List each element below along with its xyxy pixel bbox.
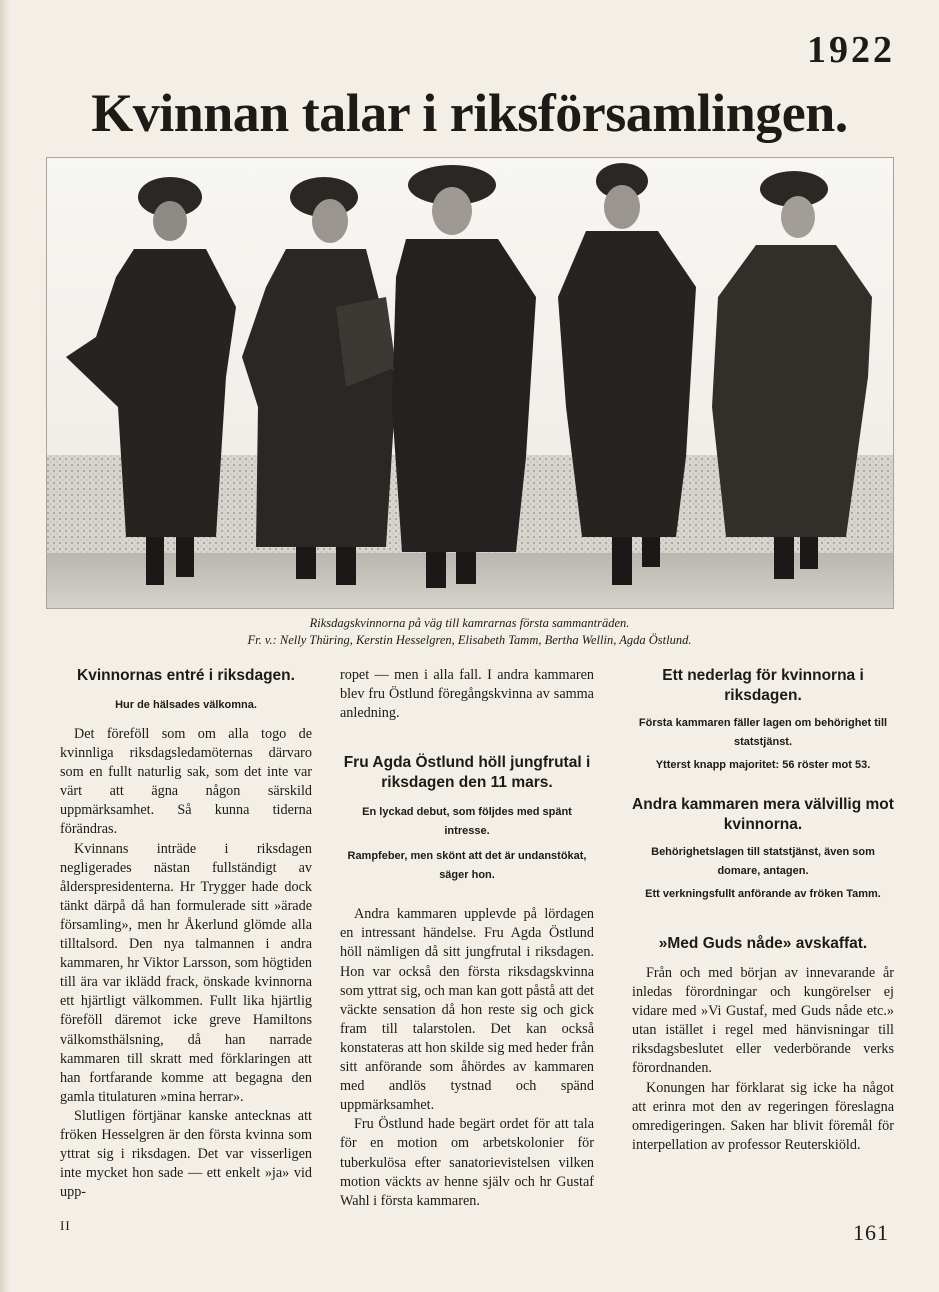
column-2 xyxy=(340,666,594,1211)
col2-heading: Fru Agda Östlund höll jungfrutal i riksdagen den 11 mars. xyxy=(343,754,591,792)
column-1 xyxy=(60,666,312,1202)
col3-sub-1b: Ytterst knapp majoritet: 56 röster mot 53. xyxy=(655,759,871,771)
folio-left: II xyxy=(60,1218,71,1233)
col2-sub-2: Rampfeber, men skönt att det är undanstökat, säger hon. xyxy=(347,850,587,882)
col3-heading-1: Ett nederlag för kvinnorna i riksdagen. xyxy=(662,667,864,704)
caption-line-1: Riksdagskvinnorna på väg till kamrarnas första sammanträden. xyxy=(309,616,630,630)
col3-paragraph-2: Konungen har förklarat sig icke ha något att erinra mot den av regeringen föreslagna omredigeringen. Saken har blivit föremål för interpellation av professor Reuterskiöld. xyxy=(632,1079,894,1153)
page-number: 161 xyxy=(853,1220,889,1245)
col2-paragraph-2: Fru Östlund hade begärt ordet för att tala för en motion om arbetskolonier för tuberkulösa efter sanatorievistelsen vilken motion väckts av henne själv och hr Gustaf Wahl i första kammaren. xyxy=(340,1116,594,1209)
col1-heading: Kvinnornas entré i riksdagen. xyxy=(77,667,295,684)
page-headline: Kvinnan talar i riksförsamlingen. xyxy=(91,83,848,143)
photograph xyxy=(46,157,894,609)
col2-sub-1: En lyckad debut, som följdes med spänt intresse. xyxy=(362,806,572,838)
photo-caption xyxy=(0,615,939,649)
col1-paragraph-3: Slutligen förtjänar kanske antecknas att fröken Hesselgren är den första kvinna som yttrat sig i riksdagen. Det var visserligen inte mycket hon sade — ett enkelt »ja» vid upp- xyxy=(60,1107,312,1201)
col2-paragraph-1: Andra kammaren upplevde på lördagen en intressant händelse. Fru Agda Östlund höll nämligen då sitt jungfrutal i riksdagen. Hon var också den första riksdagskvinna som yttrat sig, och man kan gott påstå att det väckte sensation då hon reste sig och gick fram till talarstolen. Det kan också konstateras att hon skilde sig med heder från sitt anförande som åhördes av kammaren med andlös tystnad och spänd uppmärksamhet. xyxy=(340,906,594,1114)
col3-heading-2: Andra kammaren mera välvillig mot kvinnorna. xyxy=(632,796,894,833)
col2-lead: ropet — men i alla fall. I andra kammaren blev fru Östlund föregångskvinna av samma anledning. xyxy=(340,667,594,722)
year-label: 1922 xyxy=(807,29,895,71)
col3-paragraph-1: Från och med början av innevarande år inledas förordningar och kungörelser ej vidare med »Vi Gustaf, med Guds nåde etc.» utan istället i regel med hänvisningar till riksdagsbeslutet eller vederbörande verks förordnanden. xyxy=(632,965,894,1077)
col1-paragraph-2: Kvinnans inträde i riksdagen negligerades nästan fullständigt av ålderspresidenterna. Hr Trygger hade dock tänkt därpå då han formulerade sitt »ärade församling», men hr Åkerlund glömde alla tilltalsord. Den nya talmannen i andra kammaren, hr Viktor Larsson, som högtiden till ära var iklädd frack, önskade kvinnorna ett hjärtligt välkommen. Fullt lika hjärtlig föreföll däremot icke greve Hamiltons välkomsthälsning, då han narrade kammaren till skratt med förklaringen att han fortfarande komme att begagna den gamla titulaturen »mina herrar». xyxy=(60,840,312,1105)
col1-subheading: Hur de hälsades välkomna. xyxy=(115,699,257,711)
caption-line-2: Fr. v.: Nelly Thüring, Kerstin Hesselgren, Elisabeth Tamm, Bertha Wellin, Agda Östlund. xyxy=(247,633,692,647)
col3-sub-1a: Första kammaren fäller lagen om behörighet till statstjänst. xyxy=(638,717,888,748)
col3-heading-3: »Med Guds nåde» avskaffat. xyxy=(658,935,868,952)
column-3 xyxy=(632,666,894,1155)
col3-sub-2b: Ett verkningsfullt anförande av fröken Tamm. xyxy=(645,888,881,900)
col3-sub-2a: Behörighetslagen till statstjänst, även som domare, antagen. xyxy=(651,846,875,877)
col1-paragraph-1: Det föreföll som om alla togo de kvinnliga riksdagsledamöternas därvaro som en fullt naturlig sak, som det inte var värt att ägna någon särskild uppmärksamhet. Så kunna tiderna förändras. xyxy=(60,726,312,838)
